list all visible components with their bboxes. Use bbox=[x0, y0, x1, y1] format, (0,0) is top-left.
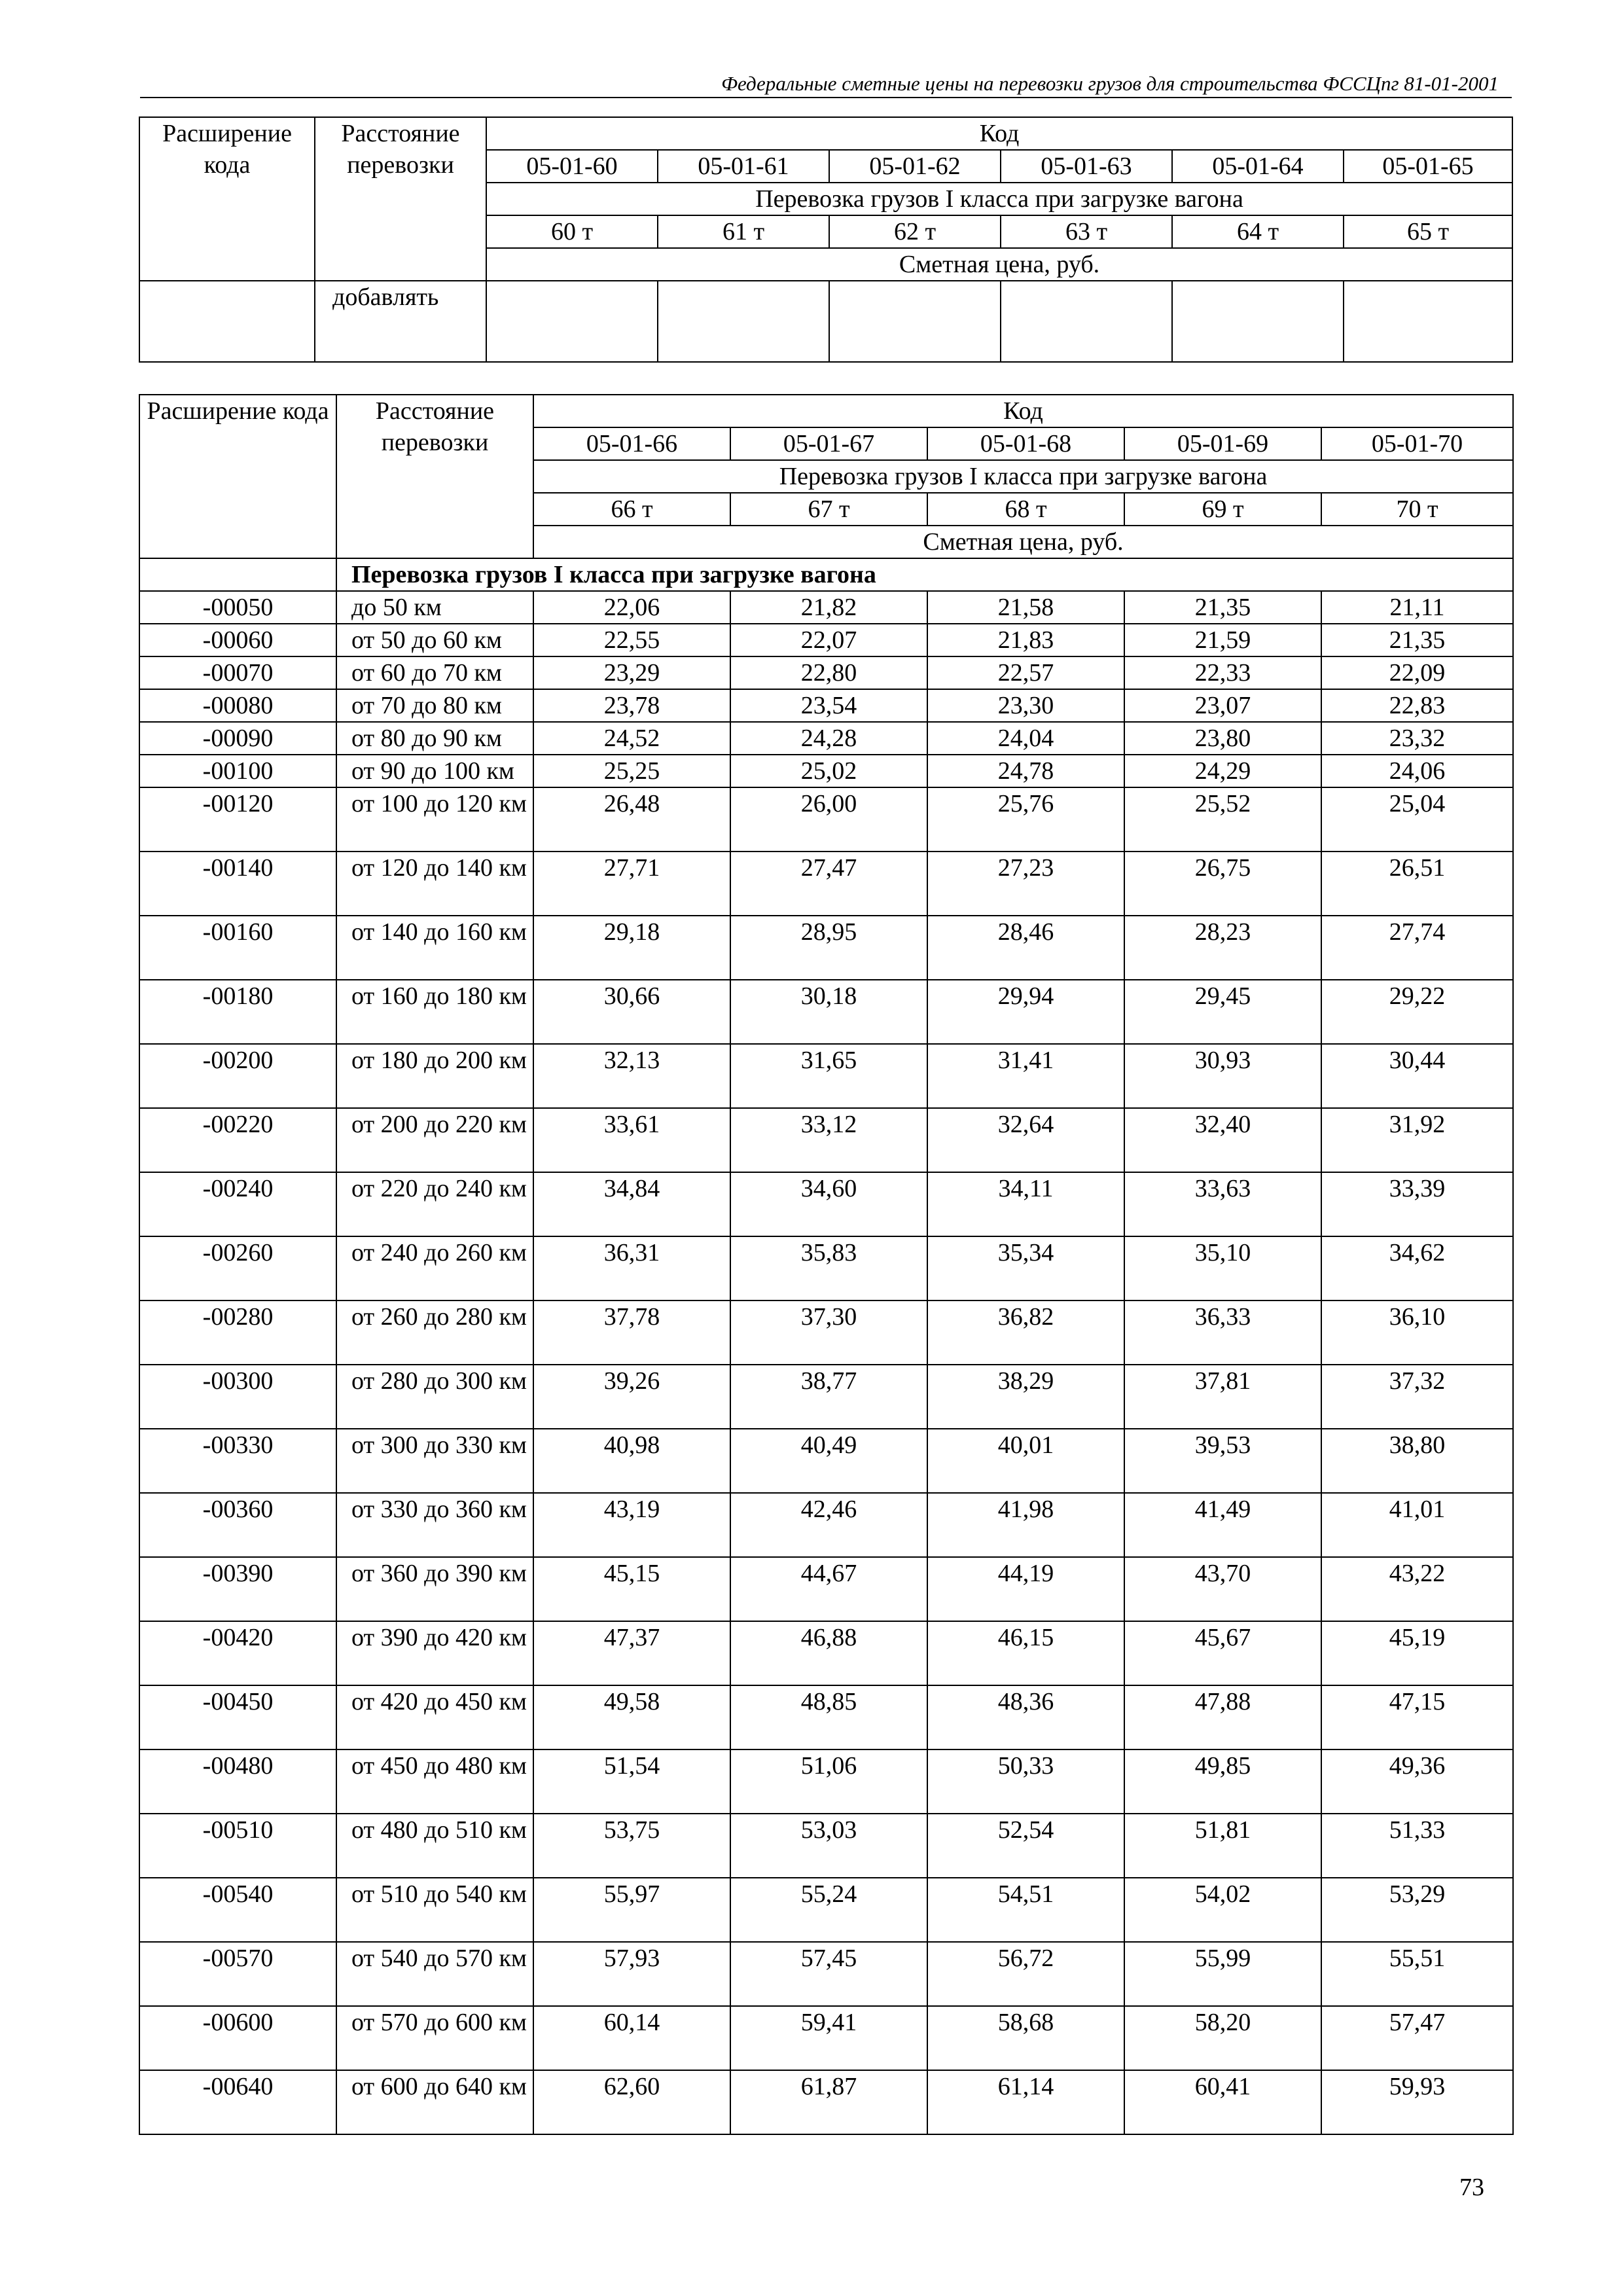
table-row bbox=[139, 1108, 1513, 1172]
row-code: -00420 bbox=[139, 1621, 336, 1685]
row-price: 37,30 bbox=[730, 1300, 927, 1365]
weight-header: 65 т bbox=[1344, 215, 1512, 248]
row-code: -00160 bbox=[139, 916, 336, 980]
code-header: 05-01-61 bbox=[658, 150, 829, 183]
table-row bbox=[139, 852, 1513, 916]
row-price: 27,71 bbox=[533, 852, 730, 916]
row-price: 35,10 bbox=[1124, 1236, 1321, 1300]
table-row bbox=[139, 1621, 1513, 1685]
row-price: 21,35 bbox=[1124, 591, 1321, 624]
row-price: 24,78 bbox=[927, 755, 1124, 787]
row-price: 22,55 bbox=[533, 624, 730, 656]
row-code: -00640 bbox=[139, 2070, 336, 2134]
row-code: -00570 bbox=[139, 1942, 336, 2006]
weight-header: 69 т bbox=[1124, 493, 1321, 526]
empty-cell bbox=[1344, 281, 1512, 362]
row-price: 51,54 bbox=[533, 1749, 730, 1814]
row-price: 38,80 bbox=[1321, 1429, 1513, 1493]
row-price: 34,62 bbox=[1321, 1236, 1513, 1300]
weight-header: 63 т bbox=[1001, 215, 1172, 248]
row-price: 55,24 bbox=[730, 1878, 927, 1942]
row-price: 36,31 bbox=[533, 1236, 730, 1300]
row-distance: от 80 до 90 км bbox=[336, 722, 533, 755]
row-price: 24,28 bbox=[730, 722, 927, 755]
row-price: 41,49 bbox=[1124, 1493, 1321, 1557]
row-price: 30,66 bbox=[533, 980, 730, 1044]
row-price: 33,63 bbox=[1124, 1172, 1321, 1236]
row-price: 23,54 bbox=[730, 689, 927, 722]
row-price: 21,83 bbox=[927, 624, 1124, 656]
row-price: 36,82 bbox=[927, 1300, 1124, 1365]
row-price: 46,15 bbox=[927, 1621, 1124, 1685]
row-distance: от 140 до 160 км bbox=[336, 916, 533, 980]
table-row bbox=[139, 916, 1513, 980]
row-price: 28,46 bbox=[927, 916, 1124, 980]
row-price: 44,19 bbox=[927, 1557, 1124, 1621]
row-price: 32,64 bbox=[927, 1108, 1124, 1172]
row-price: 51,81 bbox=[1124, 1814, 1321, 1878]
cargo-class-header: Перевозка грузов I класса при загрузке вагона bbox=[486, 183, 1512, 215]
row-price: 36,10 bbox=[1321, 1300, 1513, 1365]
row-price: 32,40 bbox=[1124, 1108, 1321, 1172]
row-price: 45,67 bbox=[1124, 1621, 1321, 1685]
row-price: 29,18 bbox=[533, 916, 730, 980]
row-price: 58,68 bbox=[927, 2006, 1124, 2070]
row-code: -00180 bbox=[139, 980, 336, 1044]
row-price: 21,11 bbox=[1321, 591, 1513, 624]
row-price: 23,32 bbox=[1321, 722, 1513, 755]
row-price: 61,14 bbox=[927, 2070, 1124, 2134]
table-row bbox=[139, 1814, 1513, 1878]
row-price: 54,51 bbox=[927, 1878, 1124, 1942]
row-distance: от 510 до 540 км bbox=[336, 1878, 533, 1942]
table-row bbox=[139, 689, 1513, 722]
row-price: 31,92 bbox=[1321, 1108, 1513, 1172]
price-header: Сметная цена, руб. bbox=[486, 248, 1512, 281]
page-number: 73 bbox=[1459, 2174, 1484, 2201]
row-price: 53,75 bbox=[533, 1814, 730, 1878]
row-price: 30,44 bbox=[1321, 1044, 1513, 1108]
row-price: 38,77 bbox=[730, 1365, 927, 1429]
row-code: -00140 bbox=[139, 852, 336, 916]
row-price: 53,29 bbox=[1321, 1878, 1513, 1942]
row-price: 21,35 bbox=[1321, 624, 1513, 656]
table-row bbox=[139, 1365, 1513, 1429]
col-header-distance: Расстояние перевозки bbox=[315, 117, 486, 281]
row-price: 38,29 bbox=[927, 1365, 1124, 1429]
row-price: 37,78 bbox=[533, 1300, 730, 1365]
row-price: 23,78 bbox=[533, 689, 730, 722]
row-code: -00220 bbox=[139, 1108, 336, 1172]
table-row bbox=[139, 1878, 1513, 1942]
row-price: 23,29 bbox=[533, 656, 730, 689]
row-distance: до 50 км bbox=[336, 591, 533, 624]
weight-header: 68 т bbox=[927, 493, 1124, 526]
row-code: -00200 bbox=[139, 1044, 336, 1108]
row-price: 27,47 bbox=[730, 852, 927, 916]
row-code: -00120 bbox=[139, 787, 336, 852]
row-price: 39,53 bbox=[1124, 1429, 1321, 1493]
row-distance: от 160 до 180 км bbox=[336, 980, 533, 1044]
row-price: 22,06 bbox=[533, 591, 730, 624]
row-price: 24,06 bbox=[1321, 755, 1513, 787]
code-header: 05-01-62 bbox=[829, 150, 1001, 183]
row-price: 26,00 bbox=[730, 787, 927, 852]
table-row bbox=[139, 1172, 1513, 1236]
row-code: -00300 bbox=[139, 1365, 336, 1429]
row-price: 40,01 bbox=[927, 1429, 1124, 1493]
row-price: 55,97 bbox=[533, 1878, 730, 1942]
row-distance: от 420 до 450 км bbox=[336, 1685, 533, 1749]
row-code: -00480 bbox=[139, 1749, 336, 1814]
code-header: 05-01-65 bbox=[1344, 150, 1512, 183]
row-price: 27,23 bbox=[927, 852, 1124, 916]
row-code: -00050 bbox=[139, 591, 336, 624]
empty-cell bbox=[1172, 281, 1344, 362]
price-table-1 bbox=[139, 117, 1513, 363]
table-row bbox=[139, 1300, 1513, 1365]
row-distance: от 390 до 420 км bbox=[336, 1621, 533, 1685]
code-header: 05-01-67 bbox=[730, 427, 927, 460]
row-price: 33,61 bbox=[533, 1108, 730, 1172]
row-price: 41,01 bbox=[1321, 1493, 1513, 1557]
weight-header: 70 т bbox=[1321, 493, 1513, 526]
row-price: 57,93 bbox=[533, 1942, 730, 2006]
table-row bbox=[139, 722, 1513, 755]
row-price: 53,03 bbox=[730, 1814, 927, 1878]
row-price: 62,60 bbox=[533, 2070, 730, 2134]
row-price: 59,41 bbox=[730, 2006, 927, 2070]
row-price: 50,33 bbox=[927, 1749, 1124, 1814]
row-distance: от 570 до 600 км bbox=[336, 2006, 533, 2070]
code-header: 05-01-70 bbox=[1321, 427, 1513, 460]
empty-cell bbox=[829, 281, 1001, 362]
row-code: -00280 bbox=[139, 1300, 336, 1365]
row-code: -00080 bbox=[139, 689, 336, 722]
row-distance: от 450 до 480 км bbox=[336, 1749, 533, 1814]
section-title: Перевозка грузов I класса при загрузке вагона bbox=[336, 558, 1513, 591]
row-price: 47,15 bbox=[1321, 1685, 1513, 1749]
row-code: -00090 bbox=[139, 722, 336, 755]
weight-header: 66 т bbox=[533, 493, 730, 526]
row-price: 25,04 bbox=[1321, 787, 1513, 852]
running-header: Федеральные сметные цены на перевозки грузов для строительства ФССЦпг 81-01-2001 bbox=[140, 71, 1512, 98]
table-row bbox=[139, 1685, 1513, 1749]
row-distance: от 540 до 570 км bbox=[336, 1942, 533, 2006]
row-price: 25,02 bbox=[730, 755, 927, 787]
row-price: 36,33 bbox=[1124, 1300, 1321, 1365]
row-price: 26,75 bbox=[1124, 852, 1321, 916]
table-row bbox=[139, 755, 1513, 787]
row-code: -00330 bbox=[139, 1429, 336, 1493]
row-price: 43,70 bbox=[1124, 1557, 1321, 1621]
row-price: 52,54 bbox=[927, 1814, 1124, 1878]
code-header: 05-01-66 bbox=[533, 427, 730, 460]
row-price: 25,25 bbox=[533, 755, 730, 787]
row-code: -00360 bbox=[139, 1493, 336, 1557]
row-distance: от 180 до 200 км bbox=[336, 1044, 533, 1108]
add-label: добавлять bbox=[315, 281, 486, 362]
row-price: 30,18 bbox=[730, 980, 927, 1044]
empty-cell bbox=[486, 281, 658, 362]
empty-cell bbox=[139, 558, 336, 591]
row-distance: от 330 до 360 км bbox=[336, 1493, 533, 1557]
row-code: -00600 bbox=[139, 2006, 336, 2070]
weight-header: 67 т bbox=[730, 493, 927, 526]
row-price: 37,32 bbox=[1321, 1365, 1513, 1429]
row-price: 31,65 bbox=[730, 1044, 927, 1108]
row-price: 25,52 bbox=[1124, 787, 1321, 852]
row-price: 43,19 bbox=[533, 1493, 730, 1557]
weight-header: 60 т bbox=[486, 215, 658, 248]
row-price: 49,58 bbox=[533, 1685, 730, 1749]
row-price: 56,72 bbox=[927, 1942, 1124, 2006]
row-distance: от 90 до 100 км bbox=[336, 755, 533, 787]
row-price: 37,81 bbox=[1124, 1365, 1321, 1429]
row-code: -00100 bbox=[139, 755, 336, 787]
weight-header: 62 т bbox=[829, 215, 1001, 248]
row-price: 40,49 bbox=[730, 1429, 927, 1493]
row-price: 28,95 bbox=[730, 916, 927, 980]
kod-header: Код bbox=[533, 395, 1513, 427]
price-header: Сметная цена, руб. bbox=[533, 526, 1513, 558]
row-distance: от 600 до 640 км bbox=[336, 2070, 533, 2134]
row-distance: от 120 до 140 км bbox=[336, 852, 533, 916]
code-header: 05-01-63 bbox=[1001, 150, 1172, 183]
row-price: 21,58 bbox=[927, 591, 1124, 624]
row-price: 60,41 bbox=[1124, 2070, 1321, 2134]
row-price: 30,93 bbox=[1124, 1044, 1321, 1108]
table-row bbox=[139, 1749, 1513, 1814]
row-price: 33,39 bbox=[1321, 1172, 1513, 1236]
row-price: 21,59 bbox=[1124, 624, 1321, 656]
row-price: 55,51 bbox=[1321, 1942, 1513, 2006]
kod-header: Код bbox=[486, 117, 1512, 150]
row-distance: от 70 до 80 км bbox=[336, 689, 533, 722]
row-price: 23,30 bbox=[927, 689, 1124, 722]
row-price: 49,85 bbox=[1124, 1749, 1321, 1814]
row-distance: от 60 до 70 км bbox=[336, 656, 533, 689]
price-table-2 bbox=[139, 394, 1514, 2135]
row-price: 45,15 bbox=[533, 1557, 730, 1621]
table-row bbox=[139, 1557, 1513, 1621]
row-price: 32,13 bbox=[533, 1044, 730, 1108]
cargo-class-header: Перевозка грузов I класса при загрузке вагона bbox=[533, 460, 1513, 493]
row-price: 49,36 bbox=[1321, 1749, 1513, 1814]
row-price: 29,45 bbox=[1124, 980, 1321, 1044]
table-row bbox=[139, 591, 1513, 624]
table-row bbox=[139, 980, 1513, 1044]
row-price: 24,52 bbox=[533, 722, 730, 755]
row-distance: от 480 до 510 км bbox=[336, 1814, 533, 1878]
col-header-code-ext: Расширение кода bbox=[139, 117, 315, 281]
row-price: 59,93 bbox=[1321, 2070, 1513, 2134]
table-row bbox=[139, 1942, 1513, 2006]
row-price: 41,98 bbox=[927, 1493, 1124, 1557]
row-price: 55,99 bbox=[1124, 1942, 1321, 2006]
row-price: 35,83 bbox=[730, 1236, 927, 1300]
row-distance: от 100 до 120 км bbox=[336, 787, 533, 852]
row-distance: от 50 до 60 км bbox=[336, 624, 533, 656]
code-header: 05-01-64 bbox=[1172, 150, 1344, 183]
row-price: 26,48 bbox=[533, 787, 730, 852]
code-header: 05-01-60 bbox=[486, 150, 658, 183]
row-price: 25,76 bbox=[927, 787, 1124, 852]
row-distance: от 280 до 300 км bbox=[336, 1365, 533, 1429]
row-price: 35,34 bbox=[927, 1236, 1124, 1300]
table-row bbox=[139, 1429, 1513, 1493]
row-price: 29,94 bbox=[927, 980, 1124, 1044]
row-price: 42,46 bbox=[730, 1493, 927, 1557]
row-price: 26,51 bbox=[1321, 852, 1513, 916]
row-price: 22,83 bbox=[1321, 689, 1513, 722]
row-price: 34,11 bbox=[927, 1172, 1124, 1236]
table-row bbox=[139, 1493, 1513, 1557]
table-row bbox=[139, 2006, 1513, 2070]
row-price: 24,29 bbox=[1124, 755, 1321, 787]
row-price: 48,85 bbox=[730, 1685, 927, 1749]
row-price: 22,80 bbox=[730, 656, 927, 689]
row-code: -00540 bbox=[139, 1878, 336, 1942]
row-code: -00240 bbox=[139, 1172, 336, 1236]
row-price: 22,57 bbox=[927, 656, 1124, 689]
row-distance: от 300 до 330 км bbox=[336, 1429, 533, 1493]
row-price: 34,60 bbox=[730, 1172, 927, 1236]
row-code: -00390 bbox=[139, 1557, 336, 1621]
row-distance: от 260 до 280 км bbox=[336, 1300, 533, 1365]
row-price: 23,80 bbox=[1124, 722, 1321, 755]
row-price: 21,82 bbox=[730, 591, 927, 624]
table-row bbox=[139, 656, 1513, 689]
row-distance: от 220 до 240 км bbox=[336, 1172, 533, 1236]
table-row bbox=[139, 787, 1513, 852]
row-distance: от 240 до 260 км bbox=[336, 1236, 533, 1300]
table-row bbox=[139, 1236, 1513, 1300]
row-price: 61,87 bbox=[730, 2070, 927, 2134]
row-price: 29,22 bbox=[1321, 980, 1513, 1044]
row-price: 33,12 bbox=[730, 1108, 927, 1172]
code-header: 05-01-69 bbox=[1124, 427, 1321, 460]
row-price: 22,09 bbox=[1321, 656, 1513, 689]
row-price: 22,33 bbox=[1124, 656, 1321, 689]
row-price: 47,37 bbox=[533, 1621, 730, 1685]
empty-cell bbox=[658, 281, 829, 362]
row-price: 24,04 bbox=[927, 722, 1124, 755]
col-header-code-ext: Расширение кода bbox=[139, 395, 336, 558]
row-price: 46,88 bbox=[730, 1621, 927, 1685]
weight-header: 61 т bbox=[658, 215, 829, 248]
row-price: 54,02 bbox=[1124, 1878, 1321, 1942]
row-price: 48,36 bbox=[927, 1685, 1124, 1749]
row-price: 31,41 bbox=[927, 1044, 1124, 1108]
row-price: 27,74 bbox=[1321, 916, 1513, 980]
row-price: 34,84 bbox=[533, 1172, 730, 1236]
row-price: 22,07 bbox=[730, 624, 927, 656]
row-price: 51,33 bbox=[1321, 1814, 1513, 1878]
row-price: 39,26 bbox=[533, 1365, 730, 1429]
row-distance: от 360 до 390 км bbox=[336, 1557, 533, 1621]
table-row bbox=[139, 624, 1513, 656]
row-code: -00260 bbox=[139, 1236, 336, 1300]
row-code: -00070 bbox=[139, 656, 336, 689]
code-header: 05-01-68 bbox=[927, 427, 1124, 460]
row-price: 60,14 bbox=[533, 2006, 730, 2070]
row-price: 57,45 bbox=[730, 1942, 927, 2006]
row-distance: от 200 до 220 км bbox=[336, 1108, 533, 1172]
col-header-distance: Расстояние перевозки bbox=[336, 395, 533, 558]
row-price: 51,06 bbox=[730, 1749, 927, 1814]
row-price: 28,23 bbox=[1124, 916, 1321, 980]
row-price: 43,22 bbox=[1321, 1557, 1513, 1621]
row-price: 57,47 bbox=[1321, 2006, 1513, 2070]
row-price: 44,67 bbox=[730, 1557, 927, 1621]
row-price: 58,20 bbox=[1124, 2006, 1321, 2070]
table-row bbox=[139, 1044, 1513, 1108]
row-price: 23,07 bbox=[1124, 689, 1321, 722]
weight-header: 64 т bbox=[1172, 215, 1344, 248]
row-code: -00510 bbox=[139, 1814, 336, 1878]
empty-cell bbox=[139, 281, 315, 362]
row-code: -00060 bbox=[139, 624, 336, 656]
row-price: 45,19 bbox=[1321, 1621, 1513, 1685]
table-row bbox=[139, 2070, 1513, 2134]
row-price: 47,88 bbox=[1124, 1685, 1321, 1749]
row-code: -00450 bbox=[139, 1685, 336, 1749]
row-price: 40,98 bbox=[533, 1429, 730, 1493]
empty-cell bbox=[1001, 281, 1172, 362]
